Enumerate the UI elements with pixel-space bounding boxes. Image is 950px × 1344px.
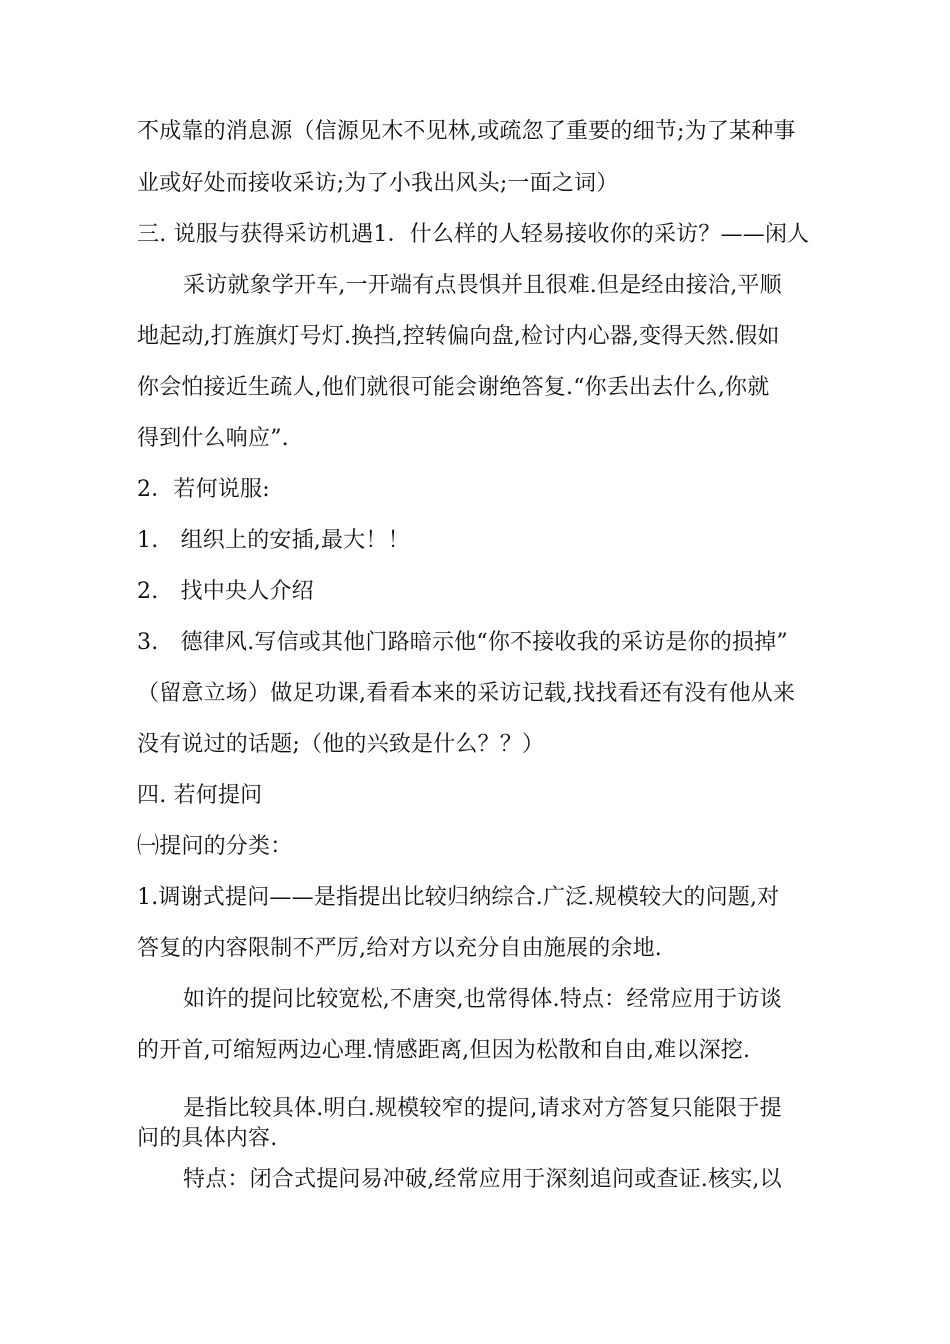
paragraph-line: 采访就象学开车,一开端有点畏惧并且很难.但是经由接洽,平顺 bbox=[183, 273, 782, 298]
section-heading-4: 四. 若何提问 bbox=[137, 783, 263, 808]
paragraph-line: 特点：闭合式提问易冲破,经常应用于深刻追问或查证.核实,以 bbox=[183, 1167, 782, 1192]
list-item: 3. 德律风.写信或其他门路暗示他“你不接收我的采访是你的损掉” bbox=[137, 630, 788, 655]
section-heading-3: 三. 说服与获得采访机遇1．什么样的人轻易接收你的采访？——闲人 bbox=[137, 222, 810, 247]
text-line: 业或好处而接收采访;为了小我出风头;一面之词） bbox=[137, 171, 619, 196]
paragraph-line: 没有说过的话题;（他的兴致是什么？？） bbox=[137, 732, 545, 757]
list-item: 2. 找中央人介绍 bbox=[137, 579, 314, 604]
text-line: 不成靠的消息源（信源见木不见林,或疏忽了重要的细节;为了某种事 bbox=[137, 119, 796, 144]
paragraph-line: 你会怕接近生疏人,他们就很可能会谢绝答复.“你丢出去什么,你就 bbox=[137, 375, 770, 400]
list-item: 1. 组织上的安插,最大！！ bbox=[137, 528, 410, 553]
subheading: 2．若何说服: bbox=[137, 477, 270, 502]
paragraph-line: 得到什么响应”. bbox=[137, 426, 289, 451]
subheading: ㈠提问的分类： bbox=[137, 834, 293, 859]
paragraph-line: 1.调谢式提问——是指提出比较归纳综合.广泛.规模较大的问题,对 bbox=[137, 885, 780, 910]
paragraph-line: 如许的提问比较宽松,不唐突,也常得体.特点：经常应用于访谈 bbox=[183, 987, 782, 1012]
paragraph-line: 的开首,可缩短两边心理.情感距离,但因为松散和自由,难以深挖. bbox=[137, 1038, 751, 1063]
paragraph-line: 地起动,打旌旗灯号灯.换挡,控转偏向盘,检讨内心器,变得天然.假如 bbox=[137, 324, 780, 349]
paragraph-line: （留意立场）做足功课,看看本来的采访记载,找找看还有没有他从来 bbox=[137, 681, 796, 706]
paragraph-line: 问的具体内容. bbox=[137, 1126, 278, 1151]
paragraph-line: 是指比较具体.明白.规模较窄的提问,请求对方答复只能限于提 bbox=[183, 1096, 782, 1121]
paragraph-line: 答复的内容限制不严厉,给对方以充分自由施展的余地. bbox=[137, 936, 662, 961]
